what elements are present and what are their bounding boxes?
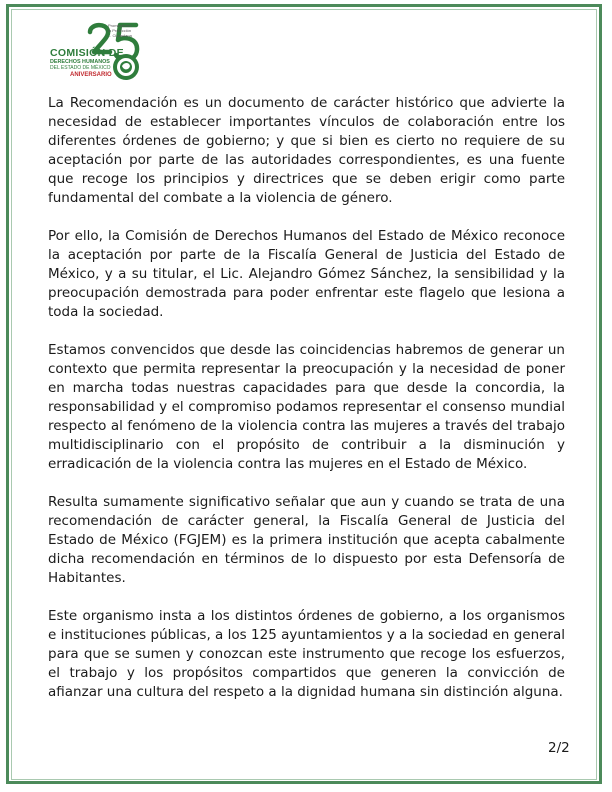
page-number: 2/2 xyxy=(548,740,570,756)
logo-wordmark xyxy=(50,48,124,78)
logo-tagline: Promoviendo la Protección ... Ciudadana xyxy=(108,23,132,38)
paragraph: Resulta sumamente significativo señalar que aun y cuando se trata de una recomendación de carácter general, la Fiscalía General de Justicia del Estado de México (FGJEM) es la primera institución que acepta cabalmente dicha recomendación en términos de lo dispuesto por esta Defensoría de Habitantes. xyxy=(48,494,565,586)
paragraph: Este organismo insta a los distintos órdenes de gobierno, a los organismos e instituciones públicas, a los 125 ayuntamientos y a la sociedad en general para que se sumen y conozcan este instrumento que recoge los esfuerzos, el trabajo y los propósitos compartidos que generen la convicción de afianzar una cultura del respeto a la dignidad humana sin distinción alguna. xyxy=(48,608,565,700)
paragraph: La Recomendación es un documento de carácter histórico que advierte la necesidad de establecer importantes vínculos de colaboración entre los diferentes órdenes de gobierno; y que si bien es cierto no requiere de su aceptación por parte de las autoridades correspondientes, es una fuente que recoge los principios y directrices que se deben erigir como parte fundamental del combate a la violencia de género. xyxy=(48,95,565,206)
logo-line-4: ANIVERSARIO xyxy=(70,71,112,78)
paragraph: Por ello, la Comisión de Derechos Humanos del Estado de México reconoce la aceptación por parte de la Fiscalía General de Justicia del Estado de México, y a su titular, el Lic. Alejandro Gómez Sánchez, la sensibilidad y la preocupación demostrada para poder enfrentar este flagelo que lesiona a toda la sociedad. xyxy=(48,228,565,320)
logo-line-1: COMISIÓN DE xyxy=(50,47,124,59)
paragraph: Estamos convencidos que desde las coincidencias habremos de generar un contexto que permita representar la preocupación y la necesidad de poner en marcha todas nuestras capacidades para que desde la concordia, la responsabilidad y el compromiso podamos representar el consenso mundial respecto al fenómeno de la violencia contra las mujeres a través del trabajo multidisciplinario con el propósito de contribuir a la disminución y erradicación de la violencia contra las mujeres en el Estado de México. xyxy=(48,342,565,472)
document-body xyxy=(48,94,565,702)
logo-line-2: DERECHOS HUMANOS xyxy=(50,58,110,65)
logo-line-3: DEL ESTADO DE MÉXICO xyxy=(50,64,111,71)
